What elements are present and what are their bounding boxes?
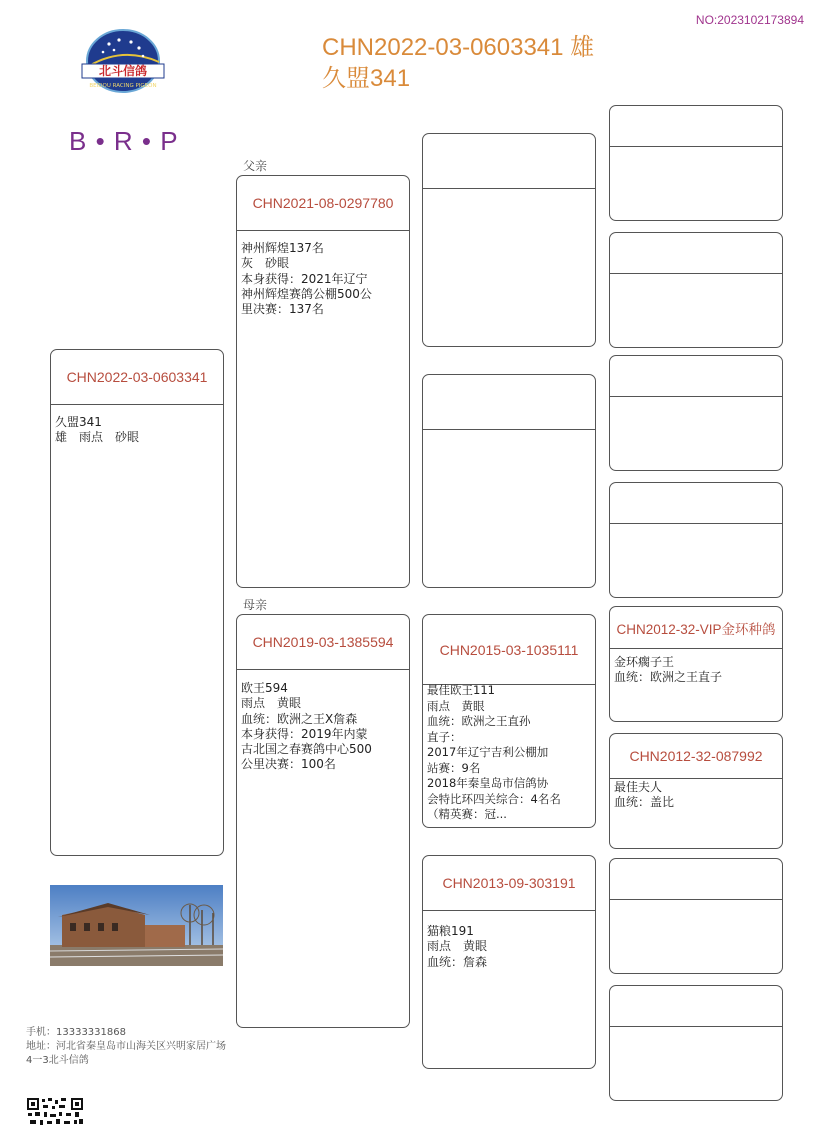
loft-photo (50, 885, 223, 966)
mother-ring: CHN2019-03-1385594 (237, 615, 409, 670)
ggp-card-7 (609, 858, 783, 974)
ggp-card-4 (609, 482, 783, 598)
empty-header (610, 859, 782, 900)
contact-address: 地址：河北省秦皇岛市山海关区兴明家居广场 (26, 1041, 226, 1052)
mgm-line: 血统：詹森 (427, 954, 488, 969)
contact-address-2: 4一3北斗信鸽 (26, 1055, 89, 1066)
empty-header (423, 134, 595, 189)
subject-card (50, 349, 224, 856)
empty-header (610, 233, 782, 274)
mgm-line: 雨点 黄眼 (427, 939, 488, 954)
empty-header (423, 375, 595, 430)
paternal-grandfather-card (422, 133, 596, 347)
father-line: 神州辉煌赛鸽公棚500公 (241, 286, 372, 301)
logo-brand-en: BEIDOU RACING PIGEON (89, 83, 157, 89)
mgf-line: 雨点 黄眼 (427, 698, 485, 713)
father-label: 父亲 (243, 159, 268, 173)
maternal-grandfather-card (422, 614, 596, 828)
empty-header (610, 106, 782, 147)
mff-line: 血统：欧洲之王直子 (614, 670, 723, 685)
father-line: 灰 砂眼 (241, 256, 290, 271)
mgf-line: （精英赛：冠... (427, 807, 507, 821)
title-name: 久盟341 (322, 65, 411, 92)
maternal-grandmother-card (422, 855, 596, 1069)
ggp-card-2 (609, 232, 783, 348)
empty-header (610, 356, 782, 397)
mother-line: 本身获得：2019年内蒙 (241, 726, 368, 741)
mgf-line: 会特比环四关综合：4名名 (427, 791, 561, 806)
mother-line: 公里决赛：100名 (241, 757, 336, 772)
ggp-card-1 (609, 105, 783, 221)
father-line: 神州辉煌137名 (241, 241, 324, 255)
empty-header (610, 986, 782, 1027)
logo-brand-cn: 北斗信鸽 (98, 64, 148, 78)
subject-ring: CHN2022-03-0603341 (51, 350, 223, 405)
father-line: 本身获得：2021年辽宁 (241, 271, 368, 286)
mother-line: 雨点 黄眼 (241, 696, 302, 711)
ggp-card-8 (609, 985, 783, 1101)
empty-header (610, 483, 782, 524)
mfm-line: 最佳夫人 (614, 780, 663, 794)
ggp-card-5 (609, 606, 783, 722)
mgf-line: 直子： (427, 729, 462, 744)
mother-card (236, 614, 410, 1028)
contact-phone: 手机：13333331868 (26, 1027, 126, 1038)
mgf-line: 站赛：9名 (427, 760, 481, 775)
beidou-logo (79, 26, 167, 96)
mff-ring: CHN2012-32-VIP金环种鸽 (610, 607, 782, 649)
father-line: 里决赛：137名 (241, 302, 324, 317)
brp-mark: B • R • P (69, 126, 179, 156)
mother-line: 血统：欧洲之王X詹森 (241, 711, 358, 726)
contact-info (26, 1026, 226, 1068)
title-ring-sex: CHN2022-03-0603341 雄 (322, 34, 595, 61)
mother-label: 母亲 (243, 598, 268, 612)
father-card (236, 175, 410, 588)
mgf-line: 血统：欧洲之王直孙 (427, 714, 531, 728)
paternal-grandmother-card (422, 374, 596, 588)
subject-line: 雄 雨点 砂眼 (55, 430, 140, 445)
mff-line: 金环瘸子王 (614, 655, 675, 669)
subject-line: 久盟341 (55, 415, 102, 429)
document-number: NO:2023102173894 (695, 13, 804, 27)
qr-code-icon (26, 1097, 84, 1126)
ggp-card-6 (609, 733, 783, 849)
mgf-line: 2018年秦皇岛市信鸽协 (427, 776, 549, 790)
maternal-grandmother-ring: CHN2013-09-303191 (423, 856, 595, 911)
mfm-line: 血统：盖比 (614, 795, 675, 810)
ggp-card-3 (609, 355, 783, 471)
mother-line: 欧王594 (241, 681, 288, 695)
mgf-line: 最佳欧王111 (427, 683, 495, 697)
mgm-line: 猫粮191 (427, 924, 474, 938)
maternal-grandfather-ring: CHN2015-03-1035111 (423, 615, 595, 685)
page-title (322, 32, 594, 94)
mfm-ring: CHN2012-32-087992 (610, 734, 782, 779)
father-ring: CHN2021-08-0297780 (237, 176, 409, 231)
mgf-line: 2017年辽宁吉利公棚加 (427, 745, 549, 759)
mother-line: 古北国之春赛鸽中心500 (241, 742, 372, 757)
